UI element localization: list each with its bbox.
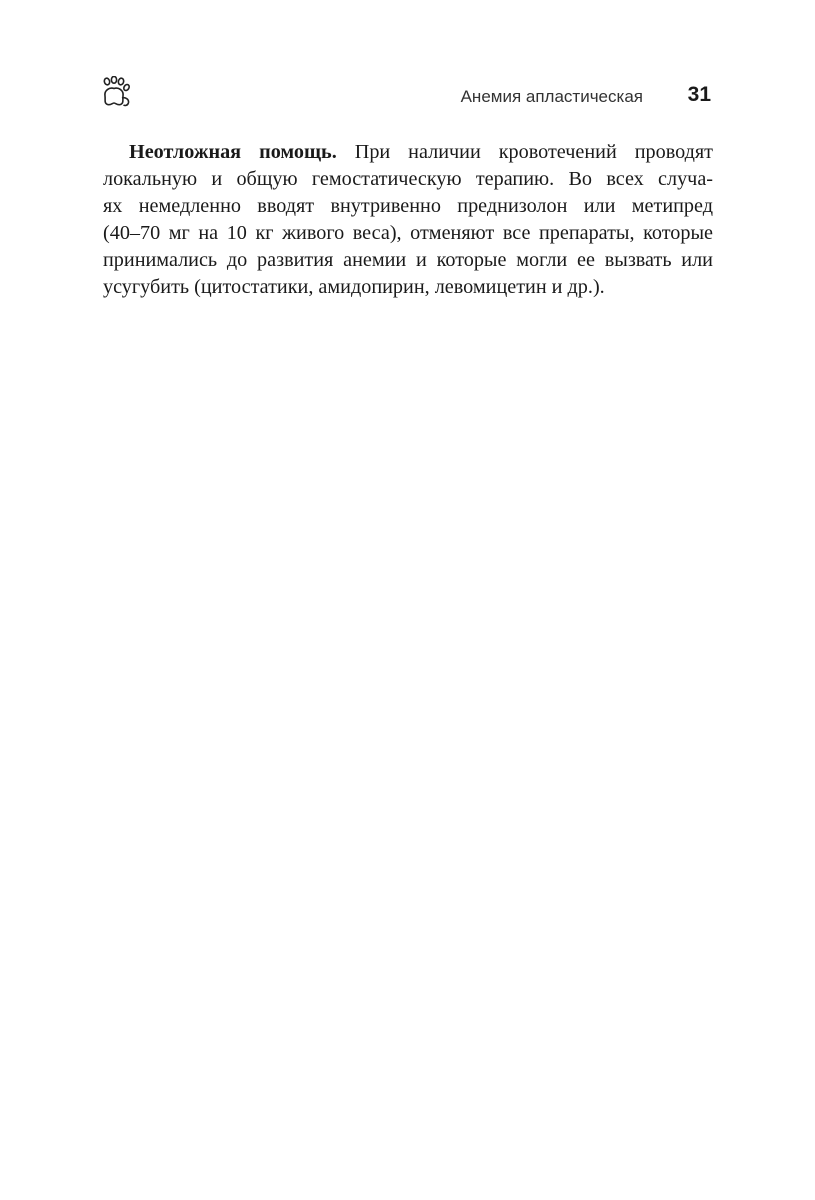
paragraph-line	[103, 139, 713, 166]
paragraph-line: (40–70 мг на 10 кг живого веса), отменяют все препараты, которые	[103, 222, 713, 244]
paragraph-lead-in: Неотложная помощь.	[129, 141, 337, 163]
paragraph-line: ях немедленно вводят внутривенно преднизолон или метипред	[103, 195, 713, 217]
running-title: Анемия апластическая	[460, 87, 643, 106]
paw-print-icon	[100, 76, 134, 110]
paragraph-line: принимались до развития анемии и которые могли ее вызвать или	[103, 249, 713, 271]
page-header	[100, 76, 713, 112]
paragraph-line: усугубить (цитостатики, амидопирин, левомицетин и др.).	[103, 276, 605, 298]
body-paragraph	[103, 139, 713, 301]
paragraph-line-text: При наличии кровотечений проводят	[336, 141, 713, 163]
paragraph-line: локальную и общую гемостатическую терапию. Во всех случа-	[103, 168, 713, 190]
page-number: 31	[687, 83, 711, 106]
